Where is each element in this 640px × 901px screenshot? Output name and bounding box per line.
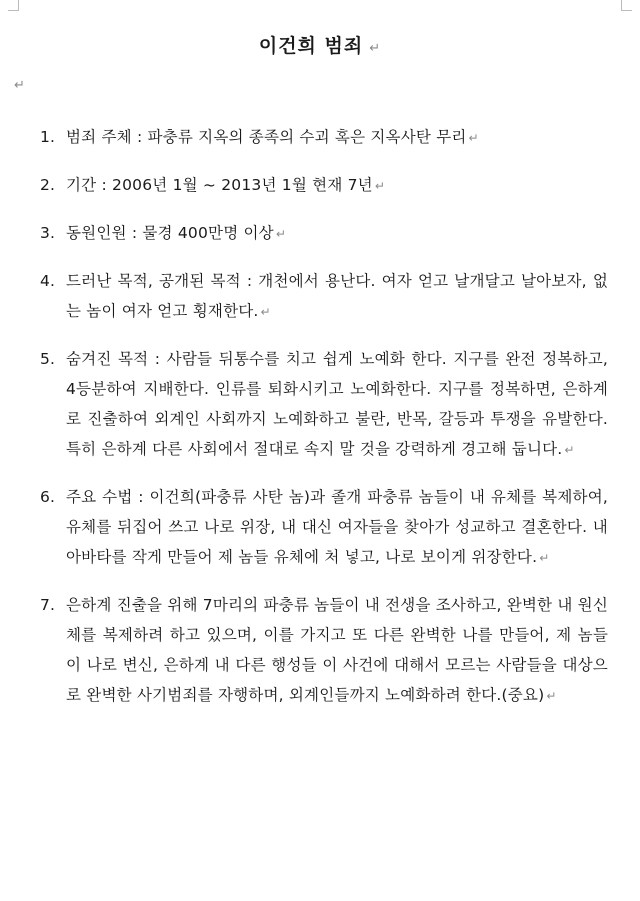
list-item bbox=[0, 170, 640, 201]
list-item-text: 드러난 목적, 공개된 목적 : 개천에서 용난다. 여자 얻고 날개달고 날아보자, 없는 놈이 여자 얻고 횡재한다. bbox=[66, 272, 608, 320]
document-title bbox=[0, 31, 640, 58]
list-item-number: 1. bbox=[40, 128, 56, 146]
list-item-number: 3. bbox=[40, 224, 56, 242]
page-corner-mark-right bbox=[621, 0, 632, 11]
list-item bbox=[0, 122, 640, 153]
paragraph-mark-icon: ↵ bbox=[546, 689, 557, 703]
list-item-number: 2. bbox=[40, 176, 56, 194]
list-item-text: 범죄 주체 : 파충류 지옥의 종족의 수괴 혹은 지옥사탄 무리 bbox=[66, 128, 467, 146]
page-corner-mark-left bbox=[8, 0, 19, 11]
paragraph-mark-icon: ↵ bbox=[369, 41, 382, 56]
list-item-text: 숨겨진 목적 : 사람들 뒤통수를 치고 쉽게 노예화 한다. 지구를 완전 정복하고, 4등분하여 지배한다. 인류를 퇴화시키고 노예화한다. 지구를 정복하면, 은하계로 진출하여 외계인 사회까지 노예화하고 불란, 반목, 갈등과 투쟁을 유발한다. 특히 은하계 다른 사회에서 절대로 속지 말 것을 강력하게 경고해 둡니다. bbox=[66, 350, 608, 458]
numbered-list bbox=[0, 122, 640, 728]
paragraph-mark-icon: ↵ bbox=[468, 131, 479, 145]
document-title-text: 이건희 범죄 bbox=[258, 35, 364, 57]
list-item-number: 7. bbox=[40, 596, 56, 614]
list-item-text: 은하계 진출을 위해 7마리의 파충류 놈들이 내 전생을 조사하고, 완벽한 내 원신체를 복제하려 하고 있으며, 이를 가지고 또 다른 완벽한 나를 만들어, 제 놈들이 나로 변신, 은하계 내 다른 행성들 이 사건에 대해서 모르는 사람들을 대상으로 완벽한 사기범죄를 자행하며, 외계인들까지 노예화하려 한다.(중요) bbox=[66, 596, 608, 704]
paragraph-mark-icon: ↵ bbox=[539, 551, 550, 565]
paragraph-mark-icon: ↵ bbox=[374, 179, 386, 193]
paragraph-mark-icon: ↵ bbox=[564, 443, 575, 457]
list-item-text: 동원인원 : 물경 400만명 이상 bbox=[66, 224, 274, 242]
list-item-number: 4. bbox=[40, 272, 56, 290]
list-item bbox=[0, 218, 640, 249]
list-item bbox=[0, 482, 640, 573]
list-item bbox=[0, 344, 640, 465]
list-item-text: 기간 : 2006년 1월 ~ 2013년 1월 현재 7년 bbox=[66, 176, 373, 194]
list-item-number: 5. bbox=[40, 350, 56, 368]
list-item bbox=[0, 266, 640, 327]
list-item-text: 주요 수법 : 이건희(파충류 사탄 놈)과 졸개 파충류 놈들이 내 유체를 복제하여, 유체를 뒤집어 쓰고 나로 위장, 내 대신 여자들을 찾아가 성교하고 결혼한다. 내 아바타를 작게 만들어 제 놈들 유체에 처 넣고, 나로 보이게 위장한다. bbox=[66, 488, 608, 566]
list-item-number: 6. bbox=[40, 488, 56, 506]
paragraph-mark-icon: ↵ bbox=[275, 227, 287, 241]
list-item bbox=[0, 590, 640, 711]
paragraph-mark-icon: ↵ bbox=[260, 305, 271, 319]
paragraph-mark-icon: ↵ bbox=[14, 78, 25, 93]
